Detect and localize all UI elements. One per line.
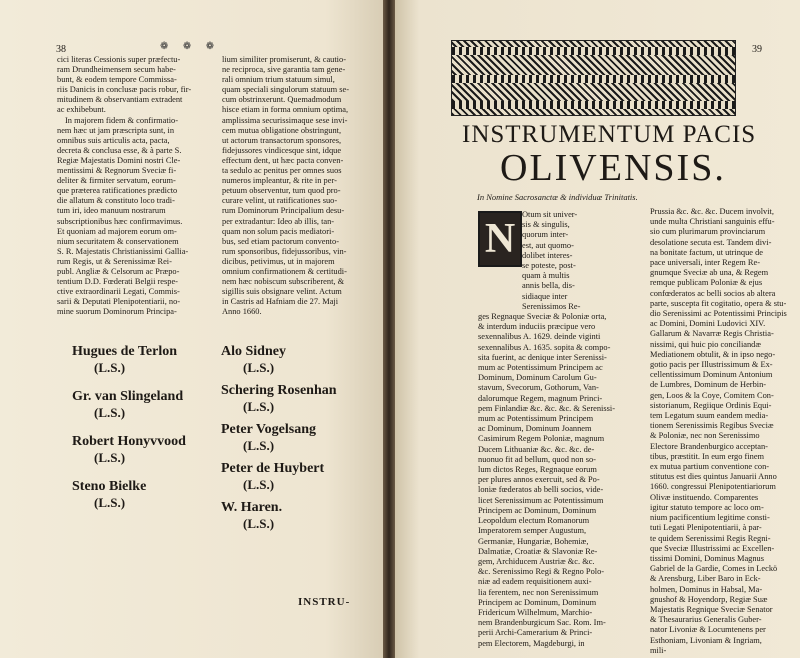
left-page bbox=[0, 0, 383, 658]
text-line: Gallarum & Navarræ Regis Christia- bbox=[650, 329, 774, 339]
signatory-name: Alo Sidney bbox=[221, 344, 286, 359]
signatory bbox=[72, 479, 146, 511]
text-line: petuum observentur, tum quod pro- bbox=[222, 186, 341, 196]
seal-mark: (L.S.) bbox=[243, 399, 275, 414]
signatory bbox=[221, 383, 337, 415]
text-line: rum Regis, ut & Serenissimæ Rei- bbox=[57, 256, 172, 266]
text-line: stitutus est dies quintus Januarii Anno bbox=[650, 472, 777, 482]
text-line: & Poloniæ, nec non Serenissimo bbox=[650, 431, 760, 441]
text-line: cici literas Cessionis super præfectu- bbox=[57, 55, 181, 64]
text-line: sarii & Deputati Plenipotentiarii, no- bbox=[57, 297, 181, 307]
text-line: Prussia &c. &c. &c. Ducem involvit, bbox=[650, 207, 774, 216]
text-line: per plures annos exercuit, sed & Po- bbox=[478, 475, 600, 485]
text-line: nem Brandenburgicum Sac. Rom. Im- bbox=[478, 618, 606, 628]
text-line: cem mutua obligatione obstringunt, bbox=[222, 125, 342, 135]
signatory-name: Peter Vogelsang bbox=[221, 422, 317, 437]
text-line: pace universali, inter Regem Re- bbox=[650, 258, 760, 268]
text-line: omnium confirmationem & certitudi- bbox=[222, 266, 347, 276]
text-line: Otum sit univer- bbox=[522, 210, 578, 219]
text-line: rali omnium trium statuum simul, bbox=[222, 75, 335, 85]
text-line: Majestatis Regnique Sveciæ Senator bbox=[650, 604, 773, 614]
text-line: de Lumbres, Dominum de Herbin- bbox=[650, 380, 767, 390]
signatory-name: Peter de Huybert bbox=[221, 461, 325, 476]
signatory bbox=[221, 422, 316, 454]
text-line: riis Danicis in conclusæ pacis robur, fir- bbox=[57, 85, 192, 95]
seal-mark: (L.S.) bbox=[94, 405, 126, 420]
text-line: ctive extraordinarii Legati, Commis- bbox=[57, 287, 180, 297]
text-line: na bonitate factum, ut utrinque de bbox=[650, 247, 764, 257]
text-line: Dominum, Dominum Carolum Gu- bbox=[478, 373, 597, 383]
text-line: Ducem Lithuaniæ &c. &c. &c. de- bbox=[478, 444, 595, 454]
text-line: & interdum induciis præcipue vero bbox=[478, 322, 596, 332]
text-line: confœderatos ac belli socios ab altera bbox=[650, 288, 776, 298]
text-line: lum dictos Reges, Regnaque eorum bbox=[478, 465, 597, 475]
text-line: annis bella, dis- bbox=[522, 281, 575, 291]
signatory bbox=[221, 461, 324, 493]
text-line: fidejussores vindicesque sint, idque bbox=[222, 145, 342, 155]
text-line: sigillis suis obsignare velint. Actum bbox=[222, 287, 342, 297]
text-line: Germaniæ, Hungariæ, Bohemiæ, bbox=[478, 536, 589, 546]
text-line: sio cum plurimarum provinciarum bbox=[650, 227, 766, 237]
text-line: gen, Loos & la Coye, Comitem Con- bbox=[650, 390, 774, 400]
text-line: subscriptionibus hæc confirmavimus. bbox=[57, 216, 183, 226]
text-line: 1660. congressui Plenipotentiariorum bbox=[650, 482, 776, 492]
seal-mark: (L.S.) bbox=[243, 360, 275, 375]
text-line: tionem Serenissimis Regibus Sveciæ bbox=[650, 421, 774, 431]
signatory-name: Schering Rosenhan bbox=[221, 383, 337, 398]
text-line: ta sedulo ac penitus per omnes suos bbox=[222, 166, 342, 176]
text-line: sita fuerint, ac denique inter Serenissi- bbox=[478, 352, 607, 362]
seal-mark: (L.S.) bbox=[94, 450, 126, 465]
page-number: 38 bbox=[56, 44, 66, 55]
signatory-name: Gr. van Slingeland bbox=[72, 389, 184, 404]
text-line: Serenissimos Re- bbox=[522, 301, 581, 311]
text-line: Leopoldum electum Romanorum bbox=[478, 516, 590, 526]
text-line: Fridericum Wilhelmum, Marchio- bbox=[478, 607, 593, 617]
text-line: tissimi Domini, Dominus Magnus bbox=[650, 553, 765, 563]
text-line: bunt, & eodem tempore Commissa- bbox=[57, 75, 177, 85]
text-line: Gabriel de la Gardie, Comes in Leckö bbox=[650, 564, 778, 574]
text-line: omnibus suis articulis acta, pacta, bbox=[57, 135, 170, 145]
text-line: nium securitatem & conservationem bbox=[57, 236, 179, 246]
text-line: mum ac Potentissimum Principem bbox=[478, 414, 594, 424]
text-line: lium similiter promiserunt, & cautio- bbox=[222, 55, 346, 64]
text-line: gem, Archiducem Austriæ &c. &c. bbox=[478, 556, 595, 566]
text-line: dicibus, petivimus, ut in majorem bbox=[222, 256, 335, 266]
text-line: quam non solum pacis mediatori- bbox=[222, 226, 335, 236]
signatory bbox=[221, 344, 286, 376]
text-line: parte, suscepta fit cogitatio, opera & stu- bbox=[650, 298, 787, 308]
text-line: ne reciproca, sive garantia tam gene- bbox=[222, 65, 346, 75]
seal-mark: (L.S.) bbox=[94, 495, 126, 510]
text-line: quam speciali singulorum statuum se- bbox=[222, 85, 349, 95]
title-line-2: OLIVENSIS. bbox=[500, 147, 726, 189]
text-line: ut actorum transactorum sponsores, bbox=[222, 135, 342, 145]
text-line: nissimi, qui huic pio conciliandæ bbox=[650, 339, 761, 349]
text-line: est, aut quomo- bbox=[522, 240, 574, 250]
text-line: sidiaque inter bbox=[522, 291, 568, 301]
text-line: stavum, Svecorum, Gothorum, Van- bbox=[478, 383, 599, 393]
text-line: hisce etiam in forma omnium optima, bbox=[222, 105, 349, 115]
invocation: In Nomine Sacrosanctæ & individuæ Trinitatis. bbox=[477, 192, 638, 202]
text-line: ram Drundheimensem secum habe- bbox=[57, 65, 176, 75]
text-line: igitur statuto tempore ac loco om- bbox=[650, 502, 764, 512]
text-column-right-a bbox=[478, 210, 648, 649]
text-line: nator Livoniæ & Locumtenens per bbox=[650, 625, 766, 635]
text-line: Anno 1660. bbox=[222, 307, 262, 317]
text-line: holmen, Dominus in Habsal, Ma- bbox=[650, 584, 763, 594]
text-line: Esthoniam, Livoniam & Ingriam, bbox=[650, 635, 762, 645]
title-line-1: INSTRUMENTUM PACIS bbox=[462, 121, 757, 148]
text-column-right-b bbox=[650, 207, 792, 656]
text-line: Mediationem obtulit, & in ipso nego- bbox=[650, 349, 776, 359]
ornament: ❁ ❁ ❁ bbox=[160, 41, 221, 52]
text-line: publ. Angliæ & Celsorum ac Præpo- bbox=[57, 266, 180, 276]
text-line: nium pacificentium legitime consti- bbox=[650, 513, 770, 523]
text-line: unde multa Christiani sanguinis effu- bbox=[650, 217, 775, 227]
text-line: sexennalibus A. 1629. deinde viginti bbox=[478, 332, 601, 342]
text-line: sis & singulis, bbox=[522, 220, 570, 230]
seal-mark: (L.S.) bbox=[243, 477, 275, 492]
text-line: &c. Serenissimo Regi & Regno Polo- bbox=[478, 567, 605, 577]
text-line: gotio pacis per Illustrissimum & Ex- bbox=[650, 360, 773, 370]
text-line: licet Serenissimum ac Potentissimum bbox=[478, 495, 604, 505]
text-line: que præterea ratificationes prædicto bbox=[57, 186, 178, 196]
text-line: effectum dent, ut hæc pacta conven- bbox=[222, 155, 344, 165]
signatory-name: Robert Honyvvood bbox=[72, 434, 186, 449]
text-line: tum iri, ideo manuum nostrarum bbox=[57, 206, 166, 216]
signatory-name: Hugues de Terlon bbox=[72, 344, 178, 359]
text-line: gnumque Sveciæ ab una, & Regem bbox=[650, 268, 769, 278]
text-line: Imperatorem semper Augustum, bbox=[478, 526, 587, 536]
text-line: Electore Brandenburgico acceptan- bbox=[650, 441, 768, 451]
text-column-left-b bbox=[222, 55, 372, 317]
text-line: remque publicam Poloniæ & ejus bbox=[650, 278, 763, 288]
text-line: mine suorum Dominorum Principa- bbox=[57, 307, 177, 317]
text-line: que Sveciæ Illustrissimi ac Excellen- bbox=[650, 543, 775, 553]
text-line: mili- bbox=[650, 645, 667, 655]
text-line: deliter & firmiter servatum, eorum- bbox=[57, 176, 176, 186]
text-line: Regiæ Majestatis Domini nostri Cle- bbox=[57, 155, 181, 165]
catchword: INSTRU- bbox=[298, 596, 351, 608]
page-number-right: 39 bbox=[752, 44, 762, 55]
decorated-initial: N bbox=[478, 211, 522, 267]
text-line: nem hæc ut jam præscripta sunt, in bbox=[57, 125, 175, 135]
text-line: quorum inter- bbox=[522, 230, 569, 240]
text-line: lia ferentem, nec non Serenissimum bbox=[478, 587, 599, 597]
text-line: se poteste, post- bbox=[522, 261, 576, 271]
signatory bbox=[72, 434, 186, 466]
text-column-left-a bbox=[57, 55, 219, 317]
text-line: bus, sed etiam pactorum convento- bbox=[222, 236, 339, 246]
text-line: pem Finlandiæ &c. &c. &c. & Serenissi- bbox=[478, 403, 616, 413]
text-line: rum sponsoribus, fidejussoribus, vin- bbox=[222, 246, 347, 256]
text-line: Olivæ instituendo. Comparentes bbox=[650, 492, 759, 502]
text-line: ges Regnaque Sveciæ & Poloniæ orta, bbox=[478, 312, 607, 322]
text-line: te quidem Serenissimi Regis Regni- bbox=[650, 533, 771, 543]
text-line: dolibet interes- bbox=[522, 250, 573, 260]
text-line: curare velint, ut ratificationes suo- bbox=[222, 196, 338, 206]
text-line: & Thesaurarius Generalis Guber- bbox=[650, 615, 762, 625]
seal-mark: (L.S.) bbox=[243, 516, 275, 531]
text-line: gnushof & Hoyendorp, Regiæ Suæ bbox=[650, 594, 768, 604]
text-line: ac exhibebunt. bbox=[57, 105, 106, 115]
seal-mark: (L.S.) bbox=[243, 438, 275, 453]
text-line: die allatum & constituto loco tradi- bbox=[57, 196, 175, 206]
signatory-name: Steno Bielke bbox=[72, 479, 147, 494]
text-line: cum obstrinxerunt. Quemadmodum bbox=[222, 95, 342, 105]
signatory bbox=[72, 389, 183, 421]
text-line: mentissimi & Regnorum Sveciæ fi- bbox=[57, 166, 177, 176]
text-line: decreta & conclusa esse, & à parte S. bbox=[57, 145, 182, 155]
text-line: ac Dominum, Dominum Joannem bbox=[478, 424, 592, 434]
text-line: loniæ fœderatos ab belli socios, vide- bbox=[478, 485, 604, 495]
text-line: quam à multis bbox=[522, 271, 570, 281]
text-line: Principem ac Dominum, Dominum bbox=[478, 597, 597, 607]
text-line: desolatione secuta est. Tandem divi- bbox=[650, 237, 772, 247]
signatory bbox=[221, 500, 282, 532]
text-line: In majorem fidem & confirmatio- bbox=[65, 115, 179, 125]
text-line: dio Serenissimi ac Potentissimi Principis bbox=[650, 309, 787, 319]
text-line: pem Electorem, Magdeburgi, in bbox=[478, 638, 585, 648]
text-line: nuonuo fit ad bellum, quod non so- bbox=[478, 454, 596, 464]
text-line: perii Archi-Camerarium & Princi- bbox=[478, 628, 593, 638]
decorative-headband bbox=[451, 40, 736, 116]
text-line: Dalmatiæ, Croatiæ & Slavoniæ Re- bbox=[478, 546, 598, 556]
text-line: mitudinem & observantiam extradent bbox=[57, 95, 183, 105]
signatory bbox=[72, 344, 177, 376]
text-line: Casimirum Regem Poloniæ, magnum bbox=[478, 434, 605, 444]
text-line: per extradantur: Ideo ab illis, tan- bbox=[222, 216, 335, 226]
text-line: tem Legatum suum eandem media- bbox=[650, 411, 769, 421]
signatory-name: W. Haren. bbox=[221, 500, 283, 515]
text-line: niæ ad eadem requisitionem auxi- bbox=[478, 577, 592, 587]
text-line: in Castris ad Hafniam die 27. Maji bbox=[222, 297, 339, 307]
text-line: Principem ac Dominum, Dominum bbox=[478, 505, 597, 515]
text-line: sexennalibus A. 1635. sopita & compo- bbox=[478, 342, 611, 352]
text-line: tuti Legati Plenipotentiarii, à par- bbox=[650, 523, 762, 533]
text-line: & Arensburg, Liber Baro in Eck- bbox=[650, 574, 761, 584]
text-line: dalorumque Regem, magnum Princi- bbox=[478, 393, 603, 403]
text-line: numeros impleantur, & rite in per- bbox=[222, 176, 337, 186]
text-line: mum ac Potentissimum Principem ac bbox=[478, 363, 603, 373]
seal-mark: (L.S.) bbox=[94, 360, 126, 375]
text-line: cellentissimum Dominum Antonium bbox=[650, 370, 773, 380]
text-line: nem hæc nobiscum subscriberent, & bbox=[222, 277, 345, 287]
text-line: S. R. Majestatis Christianissimi Gallia- bbox=[57, 246, 189, 256]
text-line: rum Dominorum Principalium desu- bbox=[222, 206, 345, 216]
text-line: ex mutua partium conventione con- bbox=[650, 462, 770, 472]
text-line: amplissima securissimaque sese invi- bbox=[222, 115, 348, 125]
text-line: tentium D.D. Fœderati Belgii respe- bbox=[57, 277, 178, 287]
text-line: ac Domini, Domini Ludovici XIV. bbox=[650, 319, 766, 329]
text-line: Et quoniam ad majorem eorum om- bbox=[57, 226, 177, 236]
book-gutter bbox=[383, 0, 395, 658]
text-line: tibus, præstitit. In eum ergo finem bbox=[650, 451, 765, 461]
text-line: sistorianum, Regiique Ordinis Equi- bbox=[650, 400, 772, 410]
